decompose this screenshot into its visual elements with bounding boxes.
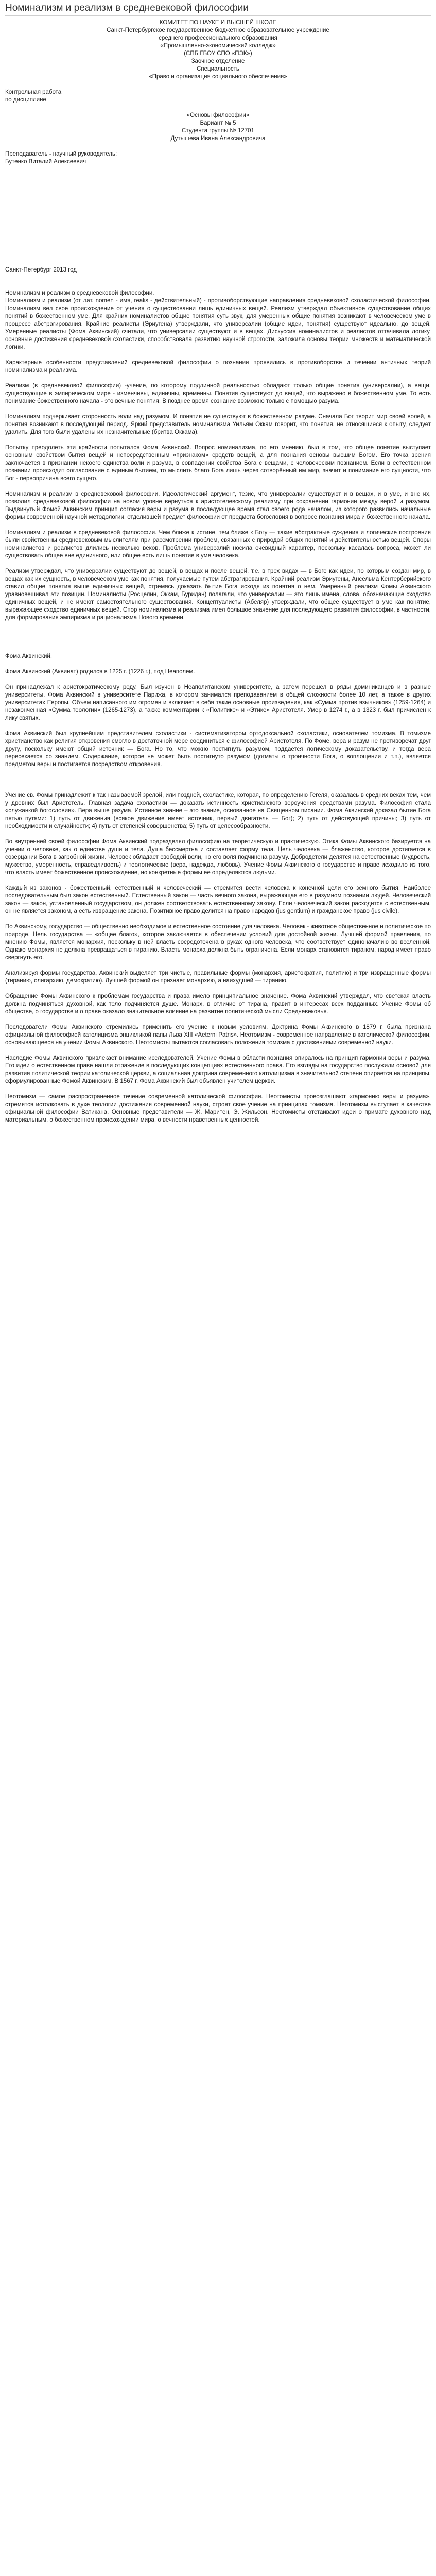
spacer (5, 235, 431, 266)
title-line: «Право и организация социального обеспечения» (149, 74, 287, 80)
paragraph: Номинализм и реализм в средневековой философии. Идеологический аргумент, тезис, что универсалии существуют и в вещах, и в уме, и вне их, позволил средневековой философии на новом уровне вернуться к аристотелевскому реализму при сохранении гармонии между верой и разумом. Выдвинутый Фомой Аквинским принцип согласия веры и разума в последующее время стал своего рода началом, из которого развились начальные формы современной научной методологии, отделившей предмет философии от предмета богословия в вопросе познания мира и божественного начала. (5, 491, 431, 520)
work-type (5, 89, 431, 104)
paragraph: Характерные особенности представлений средневековой философии о познании проявились в противоборстве и течении античных теорий номинализма и реализма. (5, 360, 431, 374)
subject-line: Студента группы № 12701 (182, 128, 254, 134)
paragraph: Фома Аквинский был крупнейшим представителем схоластики - систематизатором ортодоксальной схоластики, основателем томизма. В томизме христианство как религия откровения смогло в достаточной мере соединиться с философией Аристотеля. По Фоме, вера и разум не противоречат друг другу, поскольку имеют общий источник — Бога. Но то, что можно постигнуть разумом, поддается логическому доказательству, и тогда вера пересекается со знанием. Содержание, которое не может быть постигнуто разумом (догматы о троичности Бога, о воплощении и т.п.), является предметом веры и постигается посредством откровения. (5, 731, 431, 768)
spacer (5, 174, 431, 205)
paragraph: Неотомизм — самое распространенное течение современной католической философии. Неотомисты провозглашают «гармонию веры и разума», стремятся истолковать в духе теологии достижения современной науки, строят свое учение на принципах томизма. Неотомизм выступает в качестве официальной философии Ватикана. Основные представители — Ж. Маритен, Э. Жильсон. Неотомисты отстаивают идеи о примате духовного над материальным, о божественном происхождении мира, о вечности нравственных ценностей. (5, 1094, 431, 1123)
spacer (5, 630, 431, 653)
document-body (5, 19, 431, 1124)
section-heading-aquinas: Фома Аквинский. (5, 653, 53, 659)
paragraph: Последователи Фомы Аквинского стремились применить его учение к новым условиям. Доктрина Фомы Аквинского в 1879 г. была признана официальной философией католицизма энцикликой папы Льва XIII «Aeterni Patris». Неотомизм - современное направление в католической философии, основывающееся на учении Фомы Аквинского. Неотомисты пытаются согласовать положения томизма с достижениями современной науки. (5, 1024, 431, 1046)
title-line: среднего профессионального образования (159, 35, 277, 41)
spacer (5, 776, 431, 792)
title-line: Заочное отделение (191, 58, 245, 64)
paragraph: Анализируя формы государства, Аквинский выделяет три чистые, правильные формы (монархия, аристократия, политию) и три извращенные формы (тиранию, олигархию, демократию). Лучшей формой он признает монархию, а наихудшей — тиранию. (5, 970, 431, 984)
paragraph: Фома Аквинский (Аквинат) родился в 1225 г. (1226 г.), под Неаполем. (5, 669, 195, 675)
supervisor-block (5, 150, 431, 166)
paragraph: Номинализм подчеркивает сторонность воли над разумом. И понятия не существуют в божественном разуме. Сначала Бог творит мир своей волей, а понятия возникают в последующий период. Яркий представитель номинализма Уильям Оккам говорит, что понятия, не относящиеся к опыту, следует удалить. Для того были удалены их незначительные (бритва Оккама). (5, 414, 431, 435)
spacer (5, 660, 431, 668)
subject-line: Дутышева Ивана Александровича (170, 135, 266, 142)
paragraph: Реализм (в средневековой философии) -учение, по которому подлинной реальностью обладают только общие понятия (универсалии), а вещи, существующие в эмпирическом мире - изменчивы, единичны, временны. Понятия существуют до вещей, что выражено в божественном уме. То есть понимание божественного начала - это вечные понятия. В позднее время сознание возможно только с помощью разума. (5, 383, 431, 404)
paragraph: Номинализм и реализм в средневековой философии. Чем ближе к истине, тем ближе к Богу — такие абстрактные суждения и логические построения были свойственны средневековым мыслителям при рассмотрении проблем, связанных с природой общих понятий и действительностью вещей. Споры номиналистов и реалистов длились несколько веков. Проблема универсалий носила очевидный характер, поскольку касалась вопроса, может ли существовать общее вне единичного, или общее есть лишь понятие в уме человека. (5, 530, 431, 559)
city-year: Санкт-Петербург 2013 год (5, 267, 77, 273)
spacer (5, 274, 431, 290)
title-divider (5, 15, 431, 16)
spacer (5, 205, 431, 235)
title-line: Специальность (197, 66, 239, 72)
title-line: КОМИТЕТ ПО НАУКЕ И ВЫСШЕЙ ШКОЛЕ (159, 20, 277, 26)
paragraph: Каждый из законов - божественный, естественный и человеческий — стремится вести человека к конечной цели его земного бытия. Наиболее последовательным был закон естественный. Естественный закон — часть вечного закона, выражающая его в разумном познании людей. Человеческий закон — закон, установленный государством, он должен соответствовать естественному закону. Если человеческий закон расходится с естественным, он не является законом, а есть извращение закона. Позитивное право делится на право народов (jus gentium) и гражданское право (jus civile). (5, 885, 431, 914)
subject-line: «Основы философии» (186, 112, 250, 118)
paragraph: Наследие Фомы Аквинского привлекает внимание исследователей. Учение Фомы в области познания опиралось на принцип гармонии веры и разума. Его идеи о естественном праве нашли отражение в последующих концепциях естественного права. Его взгляды на государство послужили основой для развития политической теории католической церкви, а социальная доктрина современного католицизма в значительной степени опирается на принципы, сформулированные Фомой Аквинским. В 1567 г. Фома Аквинский был объявлен учителем церкви. (5, 1055, 431, 1084)
subject-block (5, 112, 431, 143)
section-nominalism (5, 297, 431, 622)
section-aquinas (5, 668, 431, 1124)
paragraph: Учение св. Фомы принадлежит к так называемой зрелой, или поздней, схоластике, которая, по определению Гегеля, оказалась в средних веках тем, чем у древних был Аристотель. Главная задача схоластики — доказать истинность христианского вероучения средствами разума. Философия стала «служанкой богословия». Вера выше разума. Истинное знание – это знание, основанное на Священном писании. Фома Аквинский доказал бытие Бога пятью путями: 1) путь от движения (всякое движение имеет источник, первый двигатель — Бог); 2) путь от действующей причины; 3) путь от необходимости и случайности; 4) путь от степеней совершенства; 5) путь от целесообразности. (5, 792, 431, 829)
paragraph: Обращение Фомы Аквинского к проблемам государства и права имело принципиальное значение. Фома Аквинский утверждал, что светская власть должна подчиняться духовной, как тело подчиняется душе. Монарх, в отличие от тирана, правит в интересах всех подданных. Учение Фомы об обществе, о государстве и о праве оказало значительное влияние на развитие политической мысли Средневековья. (5, 993, 431, 1015)
paragraph: Попытку преодолеть эти крайности попытался Фома Аквинский. Вопрос номинализма, по его мнению, был в том, что общее понятие выступает основным свойством бытия вещей и непосредственным «признаком» средств вещей, а для познания основы высшим Богом. Его точка зрения заключается в признании некоего единства воли и разума, в совпадении свойства Бога с вещами, с человеческим познанием. Если в естественном познании происходит согласование с единым бытием, то мыслить благо Бога лишь через сотворённый им мир, значит и понимание его сущности, что Бог - первопричина всего сущего. (5, 445, 431, 482)
paragraph: Он принадлежал к аристократическому роду. Был изучен в Неаполитанском университете, а затем перешел в ряды доминиканцев и в разные университеты. Фома Аквинский в университете Парижа, в котором занимался преподаванием в общей сложности более 10 лет, а также в других университетах Европы. Объем написанного им огромен и включает в себя такие основные произведения, как «Сумма против язычников» (1259-1264) и незаконченная «Сумма теологии» (1265-1273), а также комментарии к «Политике» и «Этике» Аристотеля. Умер в 1274 г., а в 1323 г. был причислен к лику святых. (5, 684, 431, 721)
paragraph: Реализм утверждал, что универсалии существуют до вещей, в вещах и после вещей, т.е. в трех видах — в Боге как идеи, по которым создан мир, в вещах как их сущность, в человеческом уме как понятия, получаемые путем абстрагирования. Крайний реализм Эриугены, Ансельма Кентерберийского ставил общие понятия выше единичных вещей, стремясь доказать бытие Бога исходя из понятия о нем. Умеренный реализм Фомы Аквинского уравновешивал эти позиции. Номиналисты (Росцелин, Оккам, Буридан) полагали, что универсалии — это лишь имена, слова, обозначающие сходство единичных вещей, и не имеют самостоятельного существования. Концептуалисты (Абеляр) утверждали, что общее существует в уме как понятие, выражающее сходство единичных вещей. Спор номинализма и реализма имел большое значение для последующего развития философии, в частности, для формирования эмпиризма и рационализма Нового времени. (5, 568, 431, 621)
document-title: Номинализм и реализм в средневековой философии (5, 3, 249, 13)
paragraph: Номинализм и реализм (от лат. nomen - имя, realis - действительный) - противоборствующие направления средневековой схоластической философии. Номинализм вел свое происхождение от учения о существовании лишь единичных вещей. Реализм утверждал объективное существование общих понятий в божественном уме. Для крайних номиналистов общие понятия суть звук, для умеренных общие понятия возникают в человеческом уме в процессе абстрагирования. Крайние реалисты (Эриугена) утверждали, что универсалии (общие идеи, понятия) существуют идеально, до вещей. Умеренные реалисты (Фома Аквинский) считали, что универсалии существуют и в вещах. Дискуссия номиналистов и реалистов оттачивала логику, основные достижения средневековой схоластики, способствовала развитию научной строгости, заложила основы теории множеств и математической логики. (5, 298, 431, 350)
title-line: «Промышленно-экономический колледж» (160, 43, 276, 49)
paragraph: Во внутренней своей философии Фома Аквинский подразделял философию на теоретическую и практическую. Этика Фомы Аквинского базируется на учении о человеке, как о единстве души и тела. Душа бессмертна и составляет форму тела. Цель человека — блаженство, которое достигается в созерцании Бога в загробной жизни. Человек обладает свободой воли, но его воля подчинена разуму. Добродетели делятся на естественные (мудрость, мужество, умеренность, справедливость) и теологические (вера, надежда, любовь). Учение Фомы Аквинского о государстве и праве исходило из того, что власть имеет божественное происхождение, но конкретные формы ее определяются людьми. (5, 839, 431, 876)
work-type-line: Контрольная работа (5, 89, 62, 95)
supervisor-line: Преподаватель - научный руководитель: (5, 151, 117, 157)
title-line: Санкт-Петербургское государственное бюджетное образовательное учреждение (107, 27, 329, 33)
title-page-header (5, 19, 431, 81)
subject-line: Вариант № 5 (200, 120, 236, 126)
title-line: (СПБ ГБОУ СПО «ПЭК») (184, 50, 252, 57)
paragraph: По Аквинскому, государство — общественно необходимое и естественное состояние для человека. Человек - животное общественное и политическое по природе. Цель государства — «общее благо», которое заключается в обеспечении условий для достойной жизни. Лучшей формой правления, по мнению Фомы, является монархия, поскольку в ней власть сосредоточена в руках одного человека, что соответствует единоначалию во вселенной. Однако монархия не должна превращаться в тиранию. Власть монарха должна быть ограничена. Если монарх становится тираном, народ имеет право свергнуть его. (5, 924, 431, 961)
work-type-line: по дисциплине (5, 97, 46, 103)
section-heading-nominalism: Номинализм и реализм в средневековой философии. (5, 290, 154, 296)
supervisor-line: Бутенко Виталий Алексеевич (5, 159, 86, 165)
